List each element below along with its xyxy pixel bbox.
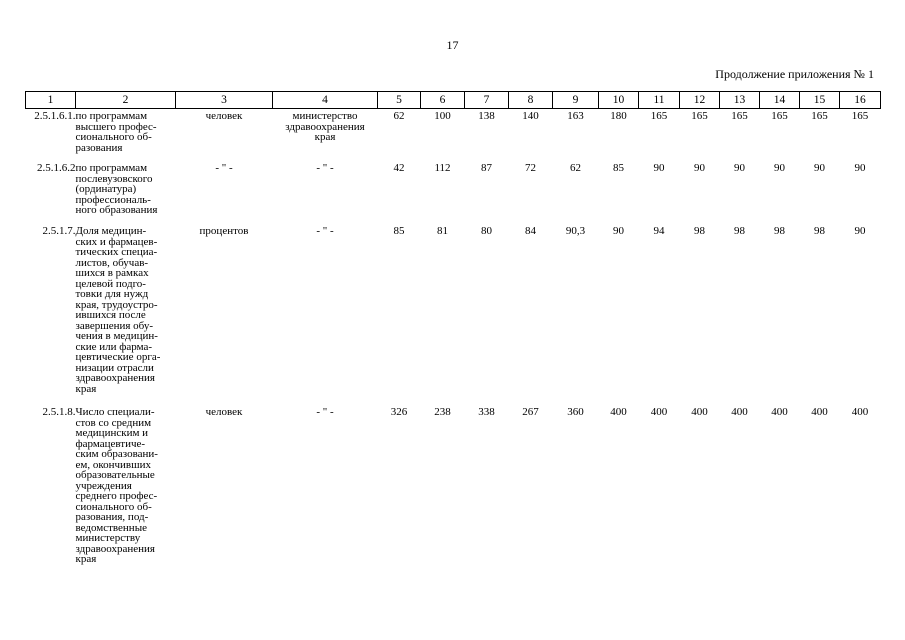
row-code: 2.5.1.8. xyxy=(42,406,76,418)
column-header: 12 xyxy=(680,92,720,109)
name-line: профессиональ- xyxy=(75,193,151,206)
executor-line: - " - xyxy=(316,406,334,418)
column-header: 16 xyxy=(840,92,881,109)
name-line: министерству xyxy=(75,532,141,544)
row-executor xyxy=(273,161,378,224)
value-cell: 90 xyxy=(653,162,665,174)
value-cell: 90 xyxy=(613,225,624,237)
name-line: послевузовского xyxy=(75,172,153,185)
value-cell: 85 xyxy=(613,162,624,174)
value-cell: 98 xyxy=(814,225,825,237)
value-cell: 72 xyxy=(525,162,536,174)
page-number: 17 xyxy=(446,38,459,52)
name-line: стов со средним xyxy=(75,416,152,429)
row-name xyxy=(76,224,176,405)
value-cell: 90 xyxy=(774,162,785,174)
value-cell: 98 xyxy=(774,225,785,237)
name-line: ем, окончивших xyxy=(75,458,151,471)
column-header: 10 xyxy=(599,92,639,109)
executor-line: - " - xyxy=(316,225,334,237)
column-header: 1 xyxy=(26,92,76,109)
appendix-caption: Продолжение приложения № 1 xyxy=(715,67,874,81)
value-cell: 400 xyxy=(771,406,788,418)
value-cell: 338 xyxy=(478,406,495,418)
value-cell: 87 xyxy=(481,162,492,174)
name-line: края xyxy=(75,382,97,395)
value-cell: 165 xyxy=(811,110,828,122)
name-line: по программам xyxy=(75,162,148,174)
name-line: сионального об- xyxy=(75,500,152,513)
row-executor xyxy=(273,405,378,577)
value-cell: 180 xyxy=(610,110,627,122)
value-cell: 165 xyxy=(691,110,708,122)
executor-line: края xyxy=(314,131,336,143)
column-header: 2 xyxy=(76,92,176,109)
value-cell: 98 xyxy=(734,225,745,237)
value-cell: 165 xyxy=(771,110,788,122)
executor-line: министерство xyxy=(292,110,358,122)
value-cell: 90 xyxy=(694,162,705,174)
name-line: шихся в рамках xyxy=(75,267,149,279)
row-unit: - " - xyxy=(215,162,233,174)
row-code: 2.5.1.7. xyxy=(42,225,76,237)
value-cell: 165 xyxy=(650,110,668,122)
name-line: разования xyxy=(75,141,123,154)
value-cell: 100 xyxy=(434,110,451,122)
value-cell: 62 xyxy=(570,162,581,174)
name-line: тических специа- xyxy=(75,246,158,258)
appendix-table xyxy=(25,91,881,577)
row-unit: человек xyxy=(205,110,243,122)
value-cell: 163 xyxy=(567,110,584,122)
row-name xyxy=(76,161,176,224)
value-cell: 400 xyxy=(610,406,627,418)
value-cell: 90 xyxy=(854,225,866,237)
value-cell: 165 xyxy=(731,110,748,122)
value-cell: 138 xyxy=(478,110,495,122)
row-executor xyxy=(273,224,378,405)
table-row xyxy=(26,405,881,577)
value-cell: 400 xyxy=(731,406,748,418)
value-cell: 165 xyxy=(851,110,869,122)
row-unit: процентов xyxy=(199,225,249,237)
header-row xyxy=(26,92,881,109)
name-line: целевой подго- xyxy=(75,277,146,290)
column-header: 3 xyxy=(176,92,273,109)
name-line: ведомственные xyxy=(75,521,147,534)
table-row xyxy=(26,224,881,405)
name-line: учреждения xyxy=(75,479,132,492)
value-cell: 81 xyxy=(437,225,448,237)
value-cell: 238 xyxy=(434,406,451,418)
name-line: здравоохранения xyxy=(75,372,155,384)
value-cell: 360 xyxy=(567,406,584,418)
column-header: 11 xyxy=(639,92,680,109)
value-cell: 90 xyxy=(734,162,745,174)
name-line: высшего профес- xyxy=(75,120,157,133)
name-line: по программам xyxy=(75,110,148,122)
row-code: 2.5.1.6.2 xyxy=(37,162,76,174)
name-line: сионального об- xyxy=(75,131,152,143)
column-header: 7 xyxy=(465,92,509,109)
name-line: края, трудоустро- xyxy=(75,298,158,311)
name-line: Число специали- xyxy=(75,406,155,418)
name-line: ским образовани- xyxy=(75,448,158,460)
column-header: 15 xyxy=(800,92,840,109)
value-cell: 326 xyxy=(390,406,408,418)
name-line: товки для нужд xyxy=(75,288,149,300)
name-line: чения в медицин- xyxy=(75,330,158,342)
name-line: цевтические орга- xyxy=(75,351,161,363)
value-cell: 90 xyxy=(854,162,866,174)
column-header: 4 xyxy=(273,92,378,109)
row-code: 2.5.1.6.1. xyxy=(34,110,76,122)
column-header: 8 xyxy=(509,92,553,109)
name-line: (ординатура) xyxy=(75,183,137,195)
value-cell: 400 xyxy=(691,406,708,418)
name-line: ские или фарма- xyxy=(75,340,153,353)
name-line: образовательные xyxy=(75,469,155,481)
value-cell: 94 xyxy=(653,225,665,237)
value-cell: 112 xyxy=(434,162,451,174)
name-line: Доля медицин- xyxy=(75,225,147,237)
name-line: разования, под- xyxy=(75,511,149,523)
name-line: среднего профес- xyxy=(75,490,158,502)
name-line: ившихся после xyxy=(75,309,146,321)
row-unit: человек xyxy=(205,406,243,418)
name-line: листов, обучав- xyxy=(75,256,149,269)
name-line: ного образования xyxy=(75,204,158,216)
row-executor xyxy=(273,109,378,162)
executor-line: - " - xyxy=(316,162,334,174)
column-header: 5 xyxy=(378,92,421,109)
column-header: 13 xyxy=(720,92,760,109)
value-cell: 85 xyxy=(393,225,405,237)
column-header: 6 xyxy=(421,92,465,109)
name-line: края xyxy=(75,553,97,565)
name-line: ских и фармацев- xyxy=(75,235,158,248)
column-header: 9 xyxy=(553,92,599,109)
value-cell: 90,3 xyxy=(565,225,586,237)
value-cell: 267 xyxy=(522,406,539,418)
value-cell: 80 xyxy=(481,225,492,237)
value-cell: 400 xyxy=(851,406,869,418)
value-cell: 42 xyxy=(393,162,405,174)
executor-line: здравоохранения xyxy=(285,120,365,133)
table-row xyxy=(26,109,881,162)
name-line: фармацевтиче- xyxy=(75,437,146,450)
name-line: завершения обу- xyxy=(75,319,154,332)
value-cell: 140 xyxy=(522,110,539,122)
value-cell: 62 xyxy=(393,110,405,122)
name-line: низации отрасли xyxy=(75,361,154,374)
table-row xyxy=(26,161,881,224)
name-line: медицинским и xyxy=(75,427,149,439)
value-cell: 98 xyxy=(694,225,705,237)
value-cell: 90 xyxy=(814,162,825,174)
value-cell: 400 xyxy=(650,406,668,418)
value-cell: 400 xyxy=(811,406,828,418)
row-name xyxy=(76,109,176,162)
name-line: здравоохранения xyxy=(75,542,155,555)
row-name xyxy=(76,405,176,577)
column-header: 14 xyxy=(760,92,800,109)
value-cell: 84 xyxy=(525,225,536,237)
